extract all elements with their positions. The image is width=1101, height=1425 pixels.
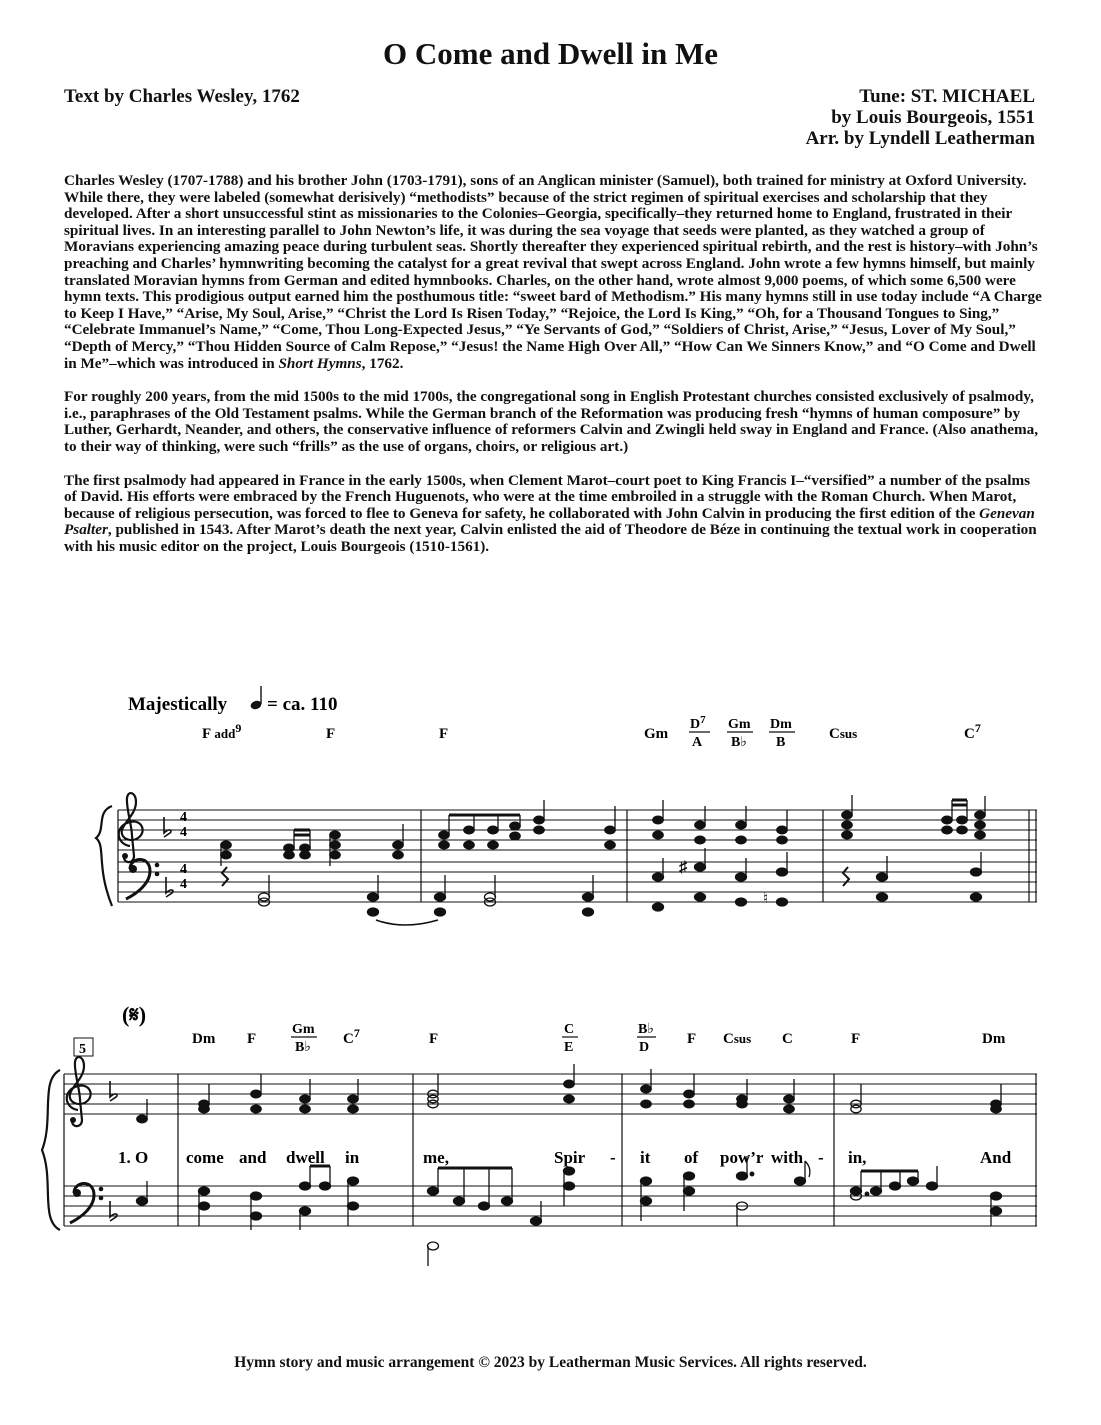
bass-notes-system-2 xyxy=(137,1156,1002,1266)
lyric-syllable: in, xyxy=(848,1148,867,1167)
page-title: O Come and Dwell in Me xyxy=(383,36,718,71)
svg-text:B♭: B♭ xyxy=(295,1040,311,1055)
flat-key-signature-icon xyxy=(166,877,173,897)
chord-symbol xyxy=(562,1022,578,1055)
chord-symbol xyxy=(727,717,753,750)
chord-symbol: C xyxy=(782,1031,793,1047)
svg-text:Dm: Dm xyxy=(770,717,792,732)
svg-text:A: A xyxy=(692,735,703,750)
grand-staff-brace xyxy=(42,1070,60,1230)
treble-staff-1 xyxy=(118,810,1037,850)
chord-symbol xyxy=(637,1022,656,1055)
chord-symbol: Csus xyxy=(829,726,858,742)
lyric-syllable: come xyxy=(186,1148,224,1167)
lyric-syllable: it xyxy=(640,1148,651,1167)
chord-symbol xyxy=(291,1022,317,1055)
lyric-syllable: in xyxy=(345,1148,360,1167)
lyric-syllable: pow’r xyxy=(720,1148,764,1167)
bass-clef-icon xyxy=(126,860,159,900)
treble-staff-2 xyxy=(64,1074,1037,1114)
chord-symbol: F xyxy=(247,1031,257,1047)
chord-symbol xyxy=(689,714,710,750)
segno-sign: (𝄋) xyxy=(122,1002,147,1027)
chord-symbol: F xyxy=(687,1031,697,1047)
quarter-rest-icon xyxy=(222,867,228,886)
tune-name: Tune: ST. MICHAEL xyxy=(859,86,1035,107)
grand-staff-system-1 xyxy=(96,793,1037,925)
lyric-hyphen: - xyxy=(610,1148,616,1167)
bass-staff-1 xyxy=(118,862,1037,902)
story-paragraph-1: Charles Wesley (1707-1788) and his brother John (1703-1791), sons of an Anglican minister (Samuel), both trained for ministry at Oxford University. While there, they were labeled (somewhat derisively) “methodists” because of the strict regimen of spiritual exercises and scholarship that they developed. After a short unsuccessful stint as missionaries to the Colonies–Georgia, specifically–they returned home to England, frustrated in their spiritual lives. In an interesting parallel to John Newton’s life, it was during the sea voyage that seeds were planted, as they watched a group of Moravians experiencing amazing peace during turbulent seas. Shortly thereafter they experienced spiritual rebirth, and the rest is history–with John’s preaching and Charles’ hymnwriting becoming the catalyst for a great revival that swept across England. John wrote a few hymns himself, but mainly translated Moravian hymns from German and edited hymnbooks. Charles, on the other hand, wrote almost 9,000 poems, of which some 6,500 were hymn texts. This prodigious output earned him the posthumous title: “sweet bard of Methodism.” His many hymns still in use today include “A Charge to Keep I Have,” “Arise, My Soul, Arise,” “Christ the Lord Is Risen Today,” “Rejoice, the Lord Is King,” “Oh, for a Thousand Tongues to Sing,” “Celebrate Immanuel’s Name,” “Come, Thou Long-Expected Jesus,” “Ye Servants of God,” “Soldiers of Christ, Arise,” “Jesus, Lover of My Soul,” “Depth of Mercy,” “Thou Hidden Source of Calm Repose,” “Jesus! the Name High Over All,” “How Can We Sinners Know,” and “O Come and Dwell in Me”–which was introduced in Short Hymns, 1762. xyxy=(64,172,1042,372)
chord-symbol xyxy=(769,717,795,750)
chord-symbol: F xyxy=(326,726,336,742)
story-paragraph-2: For roughly 200 years, from the mid 1500s to the mid 1700s, the congregational song in English Protestant churches consisted exclusively of psalmody, i.e., paraphrases of the Old Testament psalms. While the German branch of the Reformation was producing fresh “hymns of human composure” by Luther, Gerhardt, Neander, and others, the conservative influence of reformers Calvin and Zwingli held sway in England and France. (Also anathema, to their way of thinking, were such “frills” as the use of organs, choirs, or religious art.) xyxy=(64,388,1038,455)
chord-symbol: $C^7$ xyxy=(343,1026,360,1047)
time-signature-top: 4 xyxy=(180,810,187,825)
tie-icon xyxy=(376,920,438,925)
lyric-syllable: And xyxy=(980,1148,1012,1167)
chord-symbol: Dm xyxy=(982,1031,1006,1047)
svg-text:♯: ♯ xyxy=(679,859,687,876)
bass-notes-system-1 xyxy=(222,848,982,925)
chord-symbol: Gm xyxy=(644,726,669,742)
time-signature-bottom: 4 xyxy=(180,877,187,892)
chord-symbol: Dm xyxy=(192,1031,216,1047)
treble-clef-icon xyxy=(119,793,143,862)
svg-text:B♭: B♭ xyxy=(638,1022,654,1037)
lyric-syllable: of xyxy=(684,1148,699,1167)
svg-text:= ca. 110: = ca. 110 xyxy=(267,694,338,715)
bass-clef-icon xyxy=(70,1184,103,1224)
tempo-marking xyxy=(128,686,337,715)
story-paragraph-3: The first psalmody had appeared in France in the early 1500s, when Clement Marot–court poet to King Francis I–“versified” a number of the psalms of David. His efforts were embraced by the French Huguenots, who were at the time embroiled in a struggle with the Roman Church. When Marot, because of religious persecution, was forced to flee to Geneva for safety, he collaborated with John Calvin in producing the first edition of the Genevan Psalter, published in 1543. After Marot’s death the next year, Calvin enlisted the aid of Theodore de Béze in continuing the textual work in cooperation with his music editor on the project, Louis Bourgeois (1510-1561). xyxy=(64,471,1037,555)
chord-symbol: F xyxy=(429,1031,439,1047)
svg-text:D7: $D^7$ xyxy=(690,714,706,732)
grand-staff-system-2 xyxy=(42,1057,1037,1266)
measure-number: 5 xyxy=(79,1042,86,1057)
chord-symbol: Csus xyxy=(723,1031,752,1047)
chord-symbols-system-1 xyxy=(202,714,981,750)
flat-key-signature-icon xyxy=(110,1201,117,1221)
lyric-syllable: me, xyxy=(423,1148,449,1167)
svg-text:B: B xyxy=(776,735,786,750)
svg-text:D: D xyxy=(639,1040,650,1055)
text-credit: Text by Charles Wesley, 1762 xyxy=(64,86,300,107)
treble-clef-icon xyxy=(67,1057,91,1126)
tune-composer: by Louis Bourgeois, 1551 xyxy=(831,107,1035,128)
lyric-syllable: with xyxy=(771,1148,804,1167)
grand-staff-brace xyxy=(96,806,112,906)
time-signature-bottom: 4 xyxy=(180,825,187,840)
svg-text:Gm: Gm xyxy=(728,717,751,732)
copyright-footer: Hymn story and music arrangement © 2023 by Leatherman Music Services. All rights reserved. xyxy=(234,1354,867,1371)
chord-symbol: F xyxy=(851,1031,861,1047)
chord-symbols-system-2 xyxy=(192,1022,1006,1055)
svg-text:Gm: Gm xyxy=(292,1022,315,1037)
chord-symbol: F xyxy=(439,726,449,742)
lyric-syllable: 1. O xyxy=(118,1148,149,1167)
chord-symbol: F add$^9$ xyxy=(202,721,242,742)
time-signature-top: 4 xyxy=(180,862,187,877)
lyric-syllable: dwell xyxy=(286,1148,325,1167)
svg-text:Majestically: Majestically xyxy=(128,694,228,715)
svg-text:B♭: B♭ xyxy=(731,735,747,750)
quarter-rest-icon xyxy=(843,867,849,886)
svg-text:♮: ♮ xyxy=(763,891,769,907)
svg-text:E: E xyxy=(564,1040,574,1055)
svg-text:C: C xyxy=(564,1022,575,1037)
chord-symbol: $C^7$ xyxy=(964,721,981,742)
lyric-syllable: and xyxy=(239,1148,267,1167)
lyrics-verse-1 xyxy=(118,1148,1012,1167)
lyric-hyphen: - xyxy=(818,1148,824,1167)
lyric-syllable: Spir xyxy=(554,1148,586,1167)
arranger: Arr. by Lyndell Leatherman xyxy=(805,128,1035,149)
